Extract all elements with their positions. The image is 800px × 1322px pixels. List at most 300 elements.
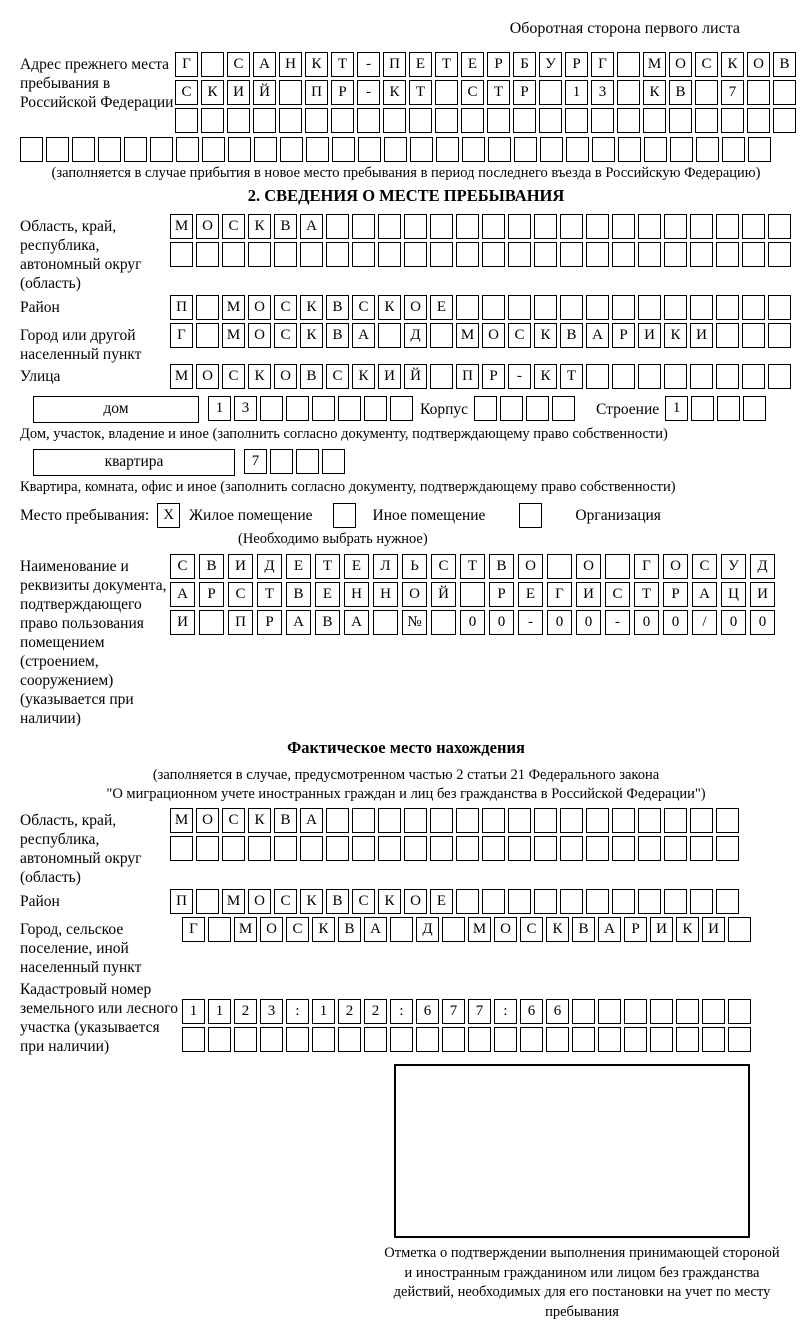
char-cell[interactable]: 1 (208, 396, 231, 421)
char-cell[interactable] (378, 323, 401, 348)
char-cell[interactable]: М (222, 295, 245, 320)
char-cell[interactable] (352, 242, 375, 267)
char-cell[interactable]: Р (482, 364, 505, 389)
char-cell[interactable] (500, 396, 523, 421)
char-cell[interactable]: 3 (234, 396, 257, 421)
char-cell[interactable] (435, 80, 458, 105)
char-cell[interactable] (373, 610, 398, 635)
char-cell[interactable] (390, 396, 413, 421)
char-cell[interactable]: Е (315, 582, 340, 607)
char-cell[interactable] (702, 1027, 725, 1052)
char-cell[interactable] (322, 449, 345, 474)
char-cell[interactable] (254, 137, 277, 162)
char-cell[interactable] (175, 108, 198, 133)
char-cell[interactable]: М (170, 214, 193, 239)
char-cell[interactable] (534, 889, 557, 914)
char-cell[interactable] (456, 295, 479, 320)
char-cell[interactable] (305, 108, 328, 133)
char-cell[interactable] (638, 364, 661, 389)
char-cell[interactable] (534, 214, 557, 239)
char-cell[interactable] (716, 323, 739, 348)
char-cell[interactable]: Д (750, 554, 775, 579)
char-cell[interactable]: В (572, 917, 595, 942)
char-cell[interactable] (222, 836, 245, 861)
char-cell[interactable]: Л (373, 554, 398, 579)
char-cell[interactable]: 2 (364, 999, 387, 1024)
char-cell[interactable]: Т (435, 52, 458, 77)
char-cell[interactable] (474, 396, 497, 421)
char-cell[interactable] (747, 80, 770, 105)
char-cell[interactable]: А (300, 808, 323, 833)
char-cell[interactable]: 2 (338, 999, 361, 1024)
char-cell[interactable] (435, 108, 458, 133)
char-cell[interactable] (691, 396, 714, 421)
char-cell[interactable] (286, 396, 309, 421)
char-cell[interactable]: А (344, 610, 369, 635)
char-cell[interactable] (460, 582, 485, 607)
char-cell[interactable]: № (402, 610, 427, 635)
char-cell[interactable]: А (586, 323, 609, 348)
char-cell[interactable] (358, 137, 381, 162)
char-cell[interactable] (690, 364, 713, 389)
char-cell[interactable]: П (305, 80, 328, 105)
char-cell[interactable] (508, 836, 531, 861)
char-cell[interactable]: И (170, 610, 195, 635)
char-cell[interactable] (617, 80, 640, 105)
char-cell[interactable] (430, 836, 453, 861)
char-cell[interactable] (598, 1027, 621, 1052)
char-cell[interactable]: М (643, 52, 666, 77)
char-cell[interactable] (404, 808, 427, 833)
char-cell[interactable]: С (228, 582, 253, 607)
char-cell[interactable] (482, 214, 505, 239)
char-cell[interactable] (728, 917, 751, 942)
char-cell[interactable]: 1 (565, 80, 588, 105)
char-cell[interactable]: С (695, 52, 718, 77)
char-cell[interactable] (270, 449, 293, 474)
char-cell[interactable]: Й (253, 80, 276, 105)
char-cell[interactable] (565, 108, 588, 133)
char-cell[interactable] (612, 214, 635, 239)
char-cell[interactable]: В (274, 214, 297, 239)
char-cell[interactable] (664, 364, 687, 389)
char-cell[interactable]: 0 (460, 610, 485, 635)
char-cell[interactable]: П (383, 52, 406, 77)
char-cell[interactable] (378, 836, 401, 861)
char-cell[interactable] (728, 1027, 751, 1052)
char-cell[interactable]: М (234, 917, 257, 942)
char-cell[interactable] (670, 137, 693, 162)
char-cell[interactable]: В (199, 554, 224, 579)
char-cell[interactable] (456, 214, 479, 239)
char-cell[interactable] (547, 554, 572, 579)
char-cell[interactable] (612, 364, 635, 389)
char-cell[interactable]: И (650, 917, 673, 942)
char-cell[interactable]: 0 (663, 610, 688, 635)
char-cell[interactable] (208, 1027, 231, 1052)
char-cell[interactable] (228, 137, 251, 162)
char-cell[interactable] (482, 295, 505, 320)
char-cell[interactable] (333, 503, 356, 528)
char-cell[interactable] (513, 108, 536, 133)
char-cell[interactable]: 0 (634, 610, 659, 635)
char-cell[interactable]: : (286, 999, 309, 1024)
char-cell[interactable] (742, 242, 765, 267)
char-cell[interactable] (508, 214, 531, 239)
char-cell[interactable] (170, 242, 193, 267)
char-cell[interactable]: К (534, 323, 557, 348)
char-cell[interactable] (357, 108, 380, 133)
char-cell[interactable]: 3 (260, 999, 283, 1024)
char-cell[interactable] (456, 808, 479, 833)
char-cell[interactable]: О (196, 808, 219, 833)
char-cell[interactable]: С (227, 52, 250, 77)
char-cell[interactable] (378, 214, 401, 239)
char-cell[interactable]: В (300, 364, 323, 389)
char-cell[interactable]: С (326, 364, 349, 389)
char-cell[interactable] (716, 364, 739, 389)
char-cell[interactable] (566, 137, 589, 162)
char-cell[interactable]: 7 (442, 999, 465, 1024)
char-cell[interactable]: : (494, 999, 517, 1024)
char-cell[interactable] (72, 137, 95, 162)
char-cell[interactable] (260, 396, 283, 421)
char-cell[interactable] (196, 295, 219, 320)
char-cell[interactable] (456, 836, 479, 861)
char-cell[interactable]: Н (344, 582, 369, 607)
char-cell[interactable]: 6 (416, 999, 439, 1024)
char-cell[interactable]: У (539, 52, 562, 77)
char-cell[interactable] (306, 137, 329, 162)
char-cell[interactable]: - (508, 364, 531, 389)
char-cell[interactable] (690, 295, 713, 320)
char-cell[interactable] (534, 808, 557, 833)
char-cell[interactable]: Е (518, 582, 543, 607)
char-cell[interactable]: Й (404, 364, 427, 389)
char-cell[interactable] (124, 137, 147, 162)
char-cell[interactable]: В (326, 295, 349, 320)
char-cell[interactable]: В (274, 808, 297, 833)
char-cell[interactable]: Т (560, 364, 583, 389)
char-cell[interactable]: 0 (576, 610, 601, 635)
char-cell[interactable] (664, 836, 687, 861)
char-cell[interactable] (526, 396, 549, 421)
char-cell[interactable]: К (664, 323, 687, 348)
char-cell[interactable] (248, 242, 271, 267)
char-cell[interactable]: О (404, 295, 427, 320)
char-cell[interactable] (390, 1027, 413, 1052)
char-cell[interactable] (643, 108, 666, 133)
char-cell[interactable] (664, 889, 687, 914)
char-cell[interactable]: С (170, 554, 195, 579)
char-cell[interactable] (540, 137, 563, 162)
char-cell[interactable] (260, 1027, 283, 1052)
char-cell[interactable] (378, 808, 401, 833)
char-cell[interactable]: И (378, 364, 401, 389)
char-cell[interactable]: С (431, 554, 456, 579)
char-cell[interactable]: Д (416, 917, 439, 942)
char-cell[interactable]: К (312, 917, 335, 942)
char-cell[interactable] (717, 396, 740, 421)
char-cell[interactable] (560, 836, 583, 861)
char-cell[interactable]: О (248, 295, 271, 320)
char-cell[interactable]: С (605, 582, 630, 607)
char-cell[interactable] (296, 449, 319, 474)
char-cell[interactable] (222, 242, 245, 267)
char-cell[interactable]: А (352, 323, 375, 348)
char-cell[interactable] (338, 1027, 361, 1052)
char-cell[interactable] (560, 808, 583, 833)
char-cell[interactable]: К (643, 80, 666, 105)
char-cell[interactable] (430, 364, 453, 389)
char-cell[interactable]: Г (547, 582, 572, 607)
char-cell[interactable] (664, 214, 687, 239)
char-cell[interactable] (690, 242, 713, 267)
char-cell[interactable]: О (404, 889, 427, 914)
char-cell[interactable]: О (248, 889, 271, 914)
char-cell[interactable] (748, 137, 771, 162)
char-cell[interactable] (586, 214, 609, 239)
char-cell[interactable]: П (228, 610, 253, 635)
char-cell[interactable] (560, 242, 583, 267)
char-cell[interactable] (482, 242, 505, 267)
char-cell[interactable] (747, 108, 770, 133)
char-cell[interactable] (638, 214, 661, 239)
char-cell[interactable] (182, 1027, 205, 1052)
char-cell[interactable]: Т (487, 80, 510, 105)
char-cell[interactable]: - (518, 610, 543, 635)
char-cell[interactable] (534, 242, 557, 267)
char-cell[interactable]: 2 (234, 999, 257, 1024)
char-cell[interactable] (404, 242, 427, 267)
char-cell[interactable] (338, 396, 361, 421)
char-cell[interactable]: А (364, 917, 387, 942)
char-cell[interactable]: Т (315, 554, 340, 579)
char-cell[interactable] (743, 396, 766, 421)
char-cell[interactable]: А (692, 582, 717, 607)
char-cell[interactable] (279, 80, 302, 105)
char-cell[interactable] (612, 808, 635, 833)
char-cell[interactable] (728, 999, 751, 1024)
char-cell[interactable]: П (170, 295, 193, 320)
char-cell[interactable] (768, 295, 791, 320)
char-cell[interactable] (442, 917, 465, 942)
char-cell[interactable] (253, 108, 276, 133)
char-cell[interactable]: В (560, 323, 583, 348)
char-cell[interactable] (716, 214, 739, 239)
char-cell[interactable]: С (286, 917, 309, 942)
char-cell[interactable] (617, 108, 640, 133)
char-cell[interactable] (508, 889, 531, 914)
char-cell[interactable] (326, 808, 349, 833)
char-cell[interactable] (612, 242, 635, 267)
char-cell[interactable] (331, 108, 354, 133)
char-cell[interactable] (196, 836, 219, 861)
char-cell[interactable] (274, 836, 297, 861)
char-cell[interactable] (624, 1027, 647, 1052)
char-cell[interactable] (430, 242, 453, 267)
char-cell[interactable]: Г (634, 554, 659, 579)
char-cell[interactable] (644, 137, 667, 162)
char-cell[interactable]: Р (513, 80, 536, 105)
char-cell[interactable]: - (357, 52, 380, 77)
char-cell[interactable]: Н (373, 582, 398, 607)
char-cell[interactable] (456, 889, 479, 914)
char-cell[interactable] (592, 137, 615, 162)
char-cell[interactable] (773, 108, 796, 133)
char-cell[interactable]: Е (461, 52, 484, 77)
char-cell[interactable]: Ц (721, 582, 746, 607)
char-cell[interactable] (383, 108, 406, 133)
char-cell[interactable]: В (338, 917, 361, 942)
char-cell[interactable]: И (576, 582, 601, 607)
char-cell[interactable] (300, 836, 323, 861)
char-cell[interactable] (462, 137, 485, 162)
char-cell[interactable]: К (300, 889, 323, 914)
char-cell[interactable] (650, 999, 673, 1024)
char-cell[interactable]: Р (489, 582, 514, 607)
char-cell[interactable]: 7 (244, 449, 267, 474)
char-cell[interactable]: В (489, 554, 514, 579)
char-cell[interactable]: Р (663, 582, 688, 607)
char-cell[interactable]: П (170, 889, 193, 914)
char-cell[interactable] (650, 1027, 673, 1052)
char-cell[interactable]: О (518, 554, 543, 579)
char-cell[interactable]: С (274, 323, 297, 348)
char-cell[interactable]: С (222, 364, 245, 389)
char-cell[interactable] (716, 836, 739, 861)
char-cell[interactable]: - (605, 610, 630, 635)
char-cell[interactable] (404, 836, 427, 861)
char-cell[interactable]: И (638, 323, 661, 348)
char-cell[interactable] (690, 889, 713, 914)
char-cell[interactable] (664, 808, 687, 833)
char-cell[interactable] (390, 917, 413, 942)
char-cell[interactable]: С (692, 554, 717, 579)
char-cell[interactable]: М (170, 364, 193, 389)
char-cell[interactable]: О (482, 323, 505, 348)
char-cell[interactable]: С (461, 80, 484, 105)
char-cell[interactable] (248, 836, 271, 861)
char-cell[interactable]: 0 (489, 610, 514, 635)
char-cell[interactable] (768, 323, 791, 348)
char-cell[interactable] (384, 137, 407, 162)
char-cell[interactable] (416, 1027, 439, 1052)
char-cell[interactable] (201, 52, 224, 77)
char-cell[interactable] (208, 917, 231, 942)
char-cell[interactable] (46, 137, 69, 162)
char-cell[interactable] (482, 836, 505, 861)
char-cell[interactable] (773, 80, 796, 105)
char-cell[interactable] (586, 808, 609, 833)
char-cell[interactable] (196, 242, 219, 267)
char-cell[interactable]: Д (404, 323, 427, 348)
char-cell[interactable]: Г (170, 323, 193, 348)
char-cell[interactable]: К (534, 364, 557, 389)
char-cell[interactable] (638, 889, 661, 914)
char-cell[interactable] (742, 323, 765, 348)
char-cell[interactable]: 3 (591, 80, 614, 105)
char-cell[interactable]: С (520, 917, 543, 942)
char-cell[interactable] (638, 295, 661, 320)
char-cell[interactable] (716, 808, 739, 833)
char-cell[interactable]: О (576, 554, 601, 579)
char-cell[interactable] (534, 295, 557, 320)
char-cell[interactable] (234, 1027, 257, 1052)
char-cell[interactable]: Р (565, 52, 588, 77)
char-cell[interactable] (676, 999, 699, 1024)
char-cell[interactable] (664, 295, 687, 320)
char-cell[interactable] (199, 610, 224, 635)
char-cell[interactable] (461, 108, 484, 133)
char-cell[interactable]: Д (257, 554, 282, 579)
char-cell[interactable]: О (248, 323, 271, 348)
char-cell[interactable]: С (222, 808, 245, 833)
char-cell[interactable]: О (663, 554, 688, 579)
char-cell[interactable]: К (305, 52, 328, 77)
char-cell[interactable]: О (669, 52, 692, 77)
char-cell[interactable] (508, 808, 531, 833)
char-cell[interactable]: Е (409, 52, 432, 77)
char-cell[interactable]: 7 (721, 80, 744, 105)
char-cell[interactable]: Е (430, 295, 453, 320)
char-cell[interactable] (352, 808, 375, 833)
char-cell[interactable]: К (721, 52, 744, 77)
char-cell[interactable] (352, 836, 375, 861)
char-cell[interactable] (560, 889, 583, 914)
char-cell[interactable] (20, 137, 43, 162)
char-cell[interactable] (591, 108, 614, 133)
char-cell[interactable]: 1 (182, 999, 205, 1024)
char-cell[interactable]: Р (257, 610, 282, 635)
char-cell[interactable]: А (598, 917, 621, 942)
char-cell[interactable]: К (676, 917, 699, 942)
char-cell[interactable] (695, 80, 718, 105)
char-cell[interactable]: О (747, 52, 770, 77)
char-cell[interactable] (539, 108, 562, 133)
char-cell[interactable] (520, 1027, 543, 1052)
char-cell[interactable] (279, 108, 302, 133)
char-cell[interactable]: В (773, 52, 796, 77)
char-cell[interactable]: А (253, 52, 276, 77)
char-cell[interactable] (326, 836, 349, 861)
char-cell[interactable]: С (175, 80, 198, 105)
char-cell[interactable]: Т (409, 80, 432, 105)
char-cell[interactable]: 1 (665, 396, 688, 421)
char-cell[interactable]: М (456, 323, 479, 348)
char-cell[interactable]: С (222, 214, 245, 239)
char-cell[interactable]: Г (175, 52, 198, 77)
char-cell[interactable]: К (352, 364, 375, 389)
char-cell[interactable] (196, 889, 219, 914)
char-cell[interactable] (586, 889, 609, 914)
char-cell[interactable] (560, 295, 583, 320)
char-cell[interactable]: Е (344, 554, 369, 579)
char-cell[interactable] (695, 108, 718, 133)
char-cell[interactable]: Г (591, 52, 614, 77)
char-cell[interactable] (676, 1027, 699, 1052)
char-cell[interactable] (690, 836, 713, 861)
char-cell[interactable]: К (248, 364, 271, 389)
char-cell[interactable] (378, 242, 401, 267)
char-cell[interactable] (286, 1027, 309, 1052)
char-cell[interactable]: М (222, 889, 245, 914)
char-cell[interactable]: Т (331, 52, 354, 77)
char-cell[interactable]: С (508, 323, 531, 348)
char-cell[interactable]: С (352, 295, 375, 320)
char-cell[interactable] (196, 323, 219, 348)
char-cell[interactable]: К (378, 295, 401, 320)
